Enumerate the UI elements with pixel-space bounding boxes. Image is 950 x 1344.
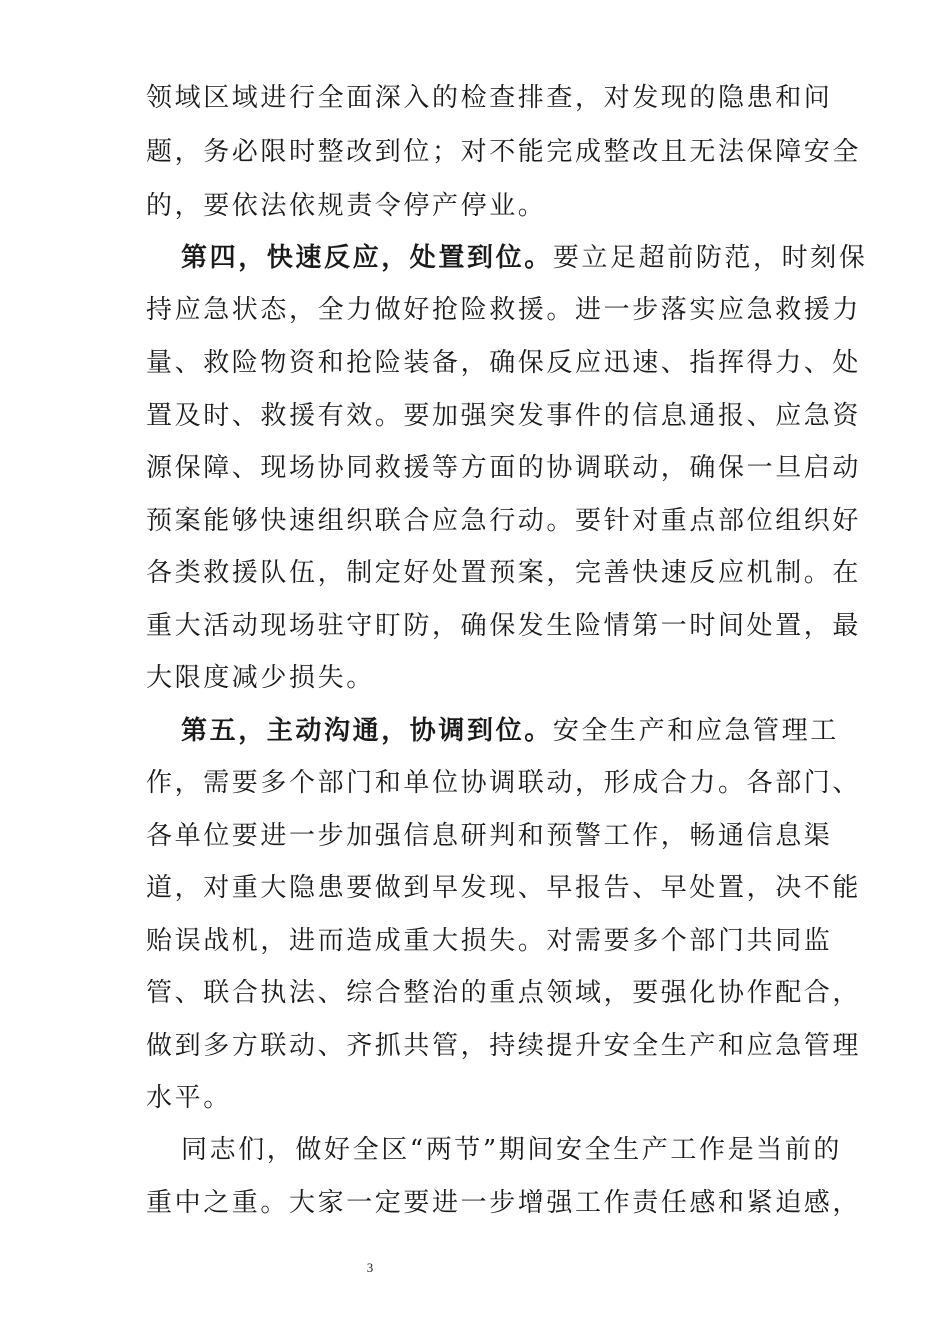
body-text-line: 作，需要多个部门和单位协调联动，形成合力。各部门、 xyxy=(146,768,862,798)
body-text-line: 领域区域进行全面深入的检查排查，对发现的隐患和问 xyxy=(146,83,833,113)
paragraph-first-line: 同志们，做好全区“两节”期间安全生产工作是当前的 xyxy=(181,1135,842,1165)
paragraph-first-line xyxy=(181,714,839,748)
body-text-line: 的，要依法依规责令停产停业。 xyxy=(146,191,547,221)
body-text-line: 各单位要进一步加强信息研判和预警工作，畅通信息渠 xyxy=(146,821,833,851)
page-number: 3 xyxy=(366,1260,374,1275)
section-heading: 第四，快速反应，处置到位。 xyxy=(181,243,553,273)
section-heading: 第五，主动沟通，协调到位。 xyxy=(181,716,553,746)
body-text-line: 各类救援队伍，制定好处置预案，完善快速反应机制。在 xyxy=(146,558,862,588)
body-text-line: 水平。 xyxy=(146,1083,232,1113)
body-text-line: 大限度减少损失。 xyxy=(146,663,375,693)
body-text-line: 持应急状态，全力做好抢险救援。进一步落实应急救援力 xyxy=(146,295,862,325)
body-text-line: 源保障、现场协同救援等方面的协调联动，确保一旦启动 xyxy=(146,453,862,483)
body-text-line: 置及时、救援有效。要加强突发事件的信息通报、应急资 xyxy=(146,401,862,431)
body-text-line: 做到多方联动、齐抓共管，持续提升安全生产和应急管理 xyxy=(146,1031,862,1061)
body-text-line: 管、联合执法、综合整治的重点领域，要强化协作配合， xyxy=(146,978,862,1008)
body-text: 安全生产和应急管理工 xyxy=(552,716,839,746)
body-text-line: 贻误战机，进而造成重大损失。对需要多个部门共同监 xyxy=(146,926,833,956)
body-text-line: 题，务必限时整改到位；对不能完成整改且无法保障安全 xyxy=(146,137,862,167)
body-text-line: 重大活动现场驻守盯防，确保发生险情第一时间处置，最 xyxy=(146,611,862,641)
paragraph-first-line xyxy=(181,241,868,275)
body-text-line: 重中之重。大家一定要进一步增强工作责任感和紧迫感， xyxy=(146,1188,862,1218)
body-text-line: 道，对重大隐患要做到早发现、早报告、早处置，决不能 xyxy=(146,873,862,903)
body-text: 要立足超前防范，时刻保 xyxy=(552,243,868,273)
body-text-line: 量、救险物资和抢险装备，确保反应迅速、指挥得力、处 xyxy=(146,348,862,378)
body-text-line: 预案能够快速组织联合应急行动。要针对重点部位组织好 xyxy=(146,506,862,536)
